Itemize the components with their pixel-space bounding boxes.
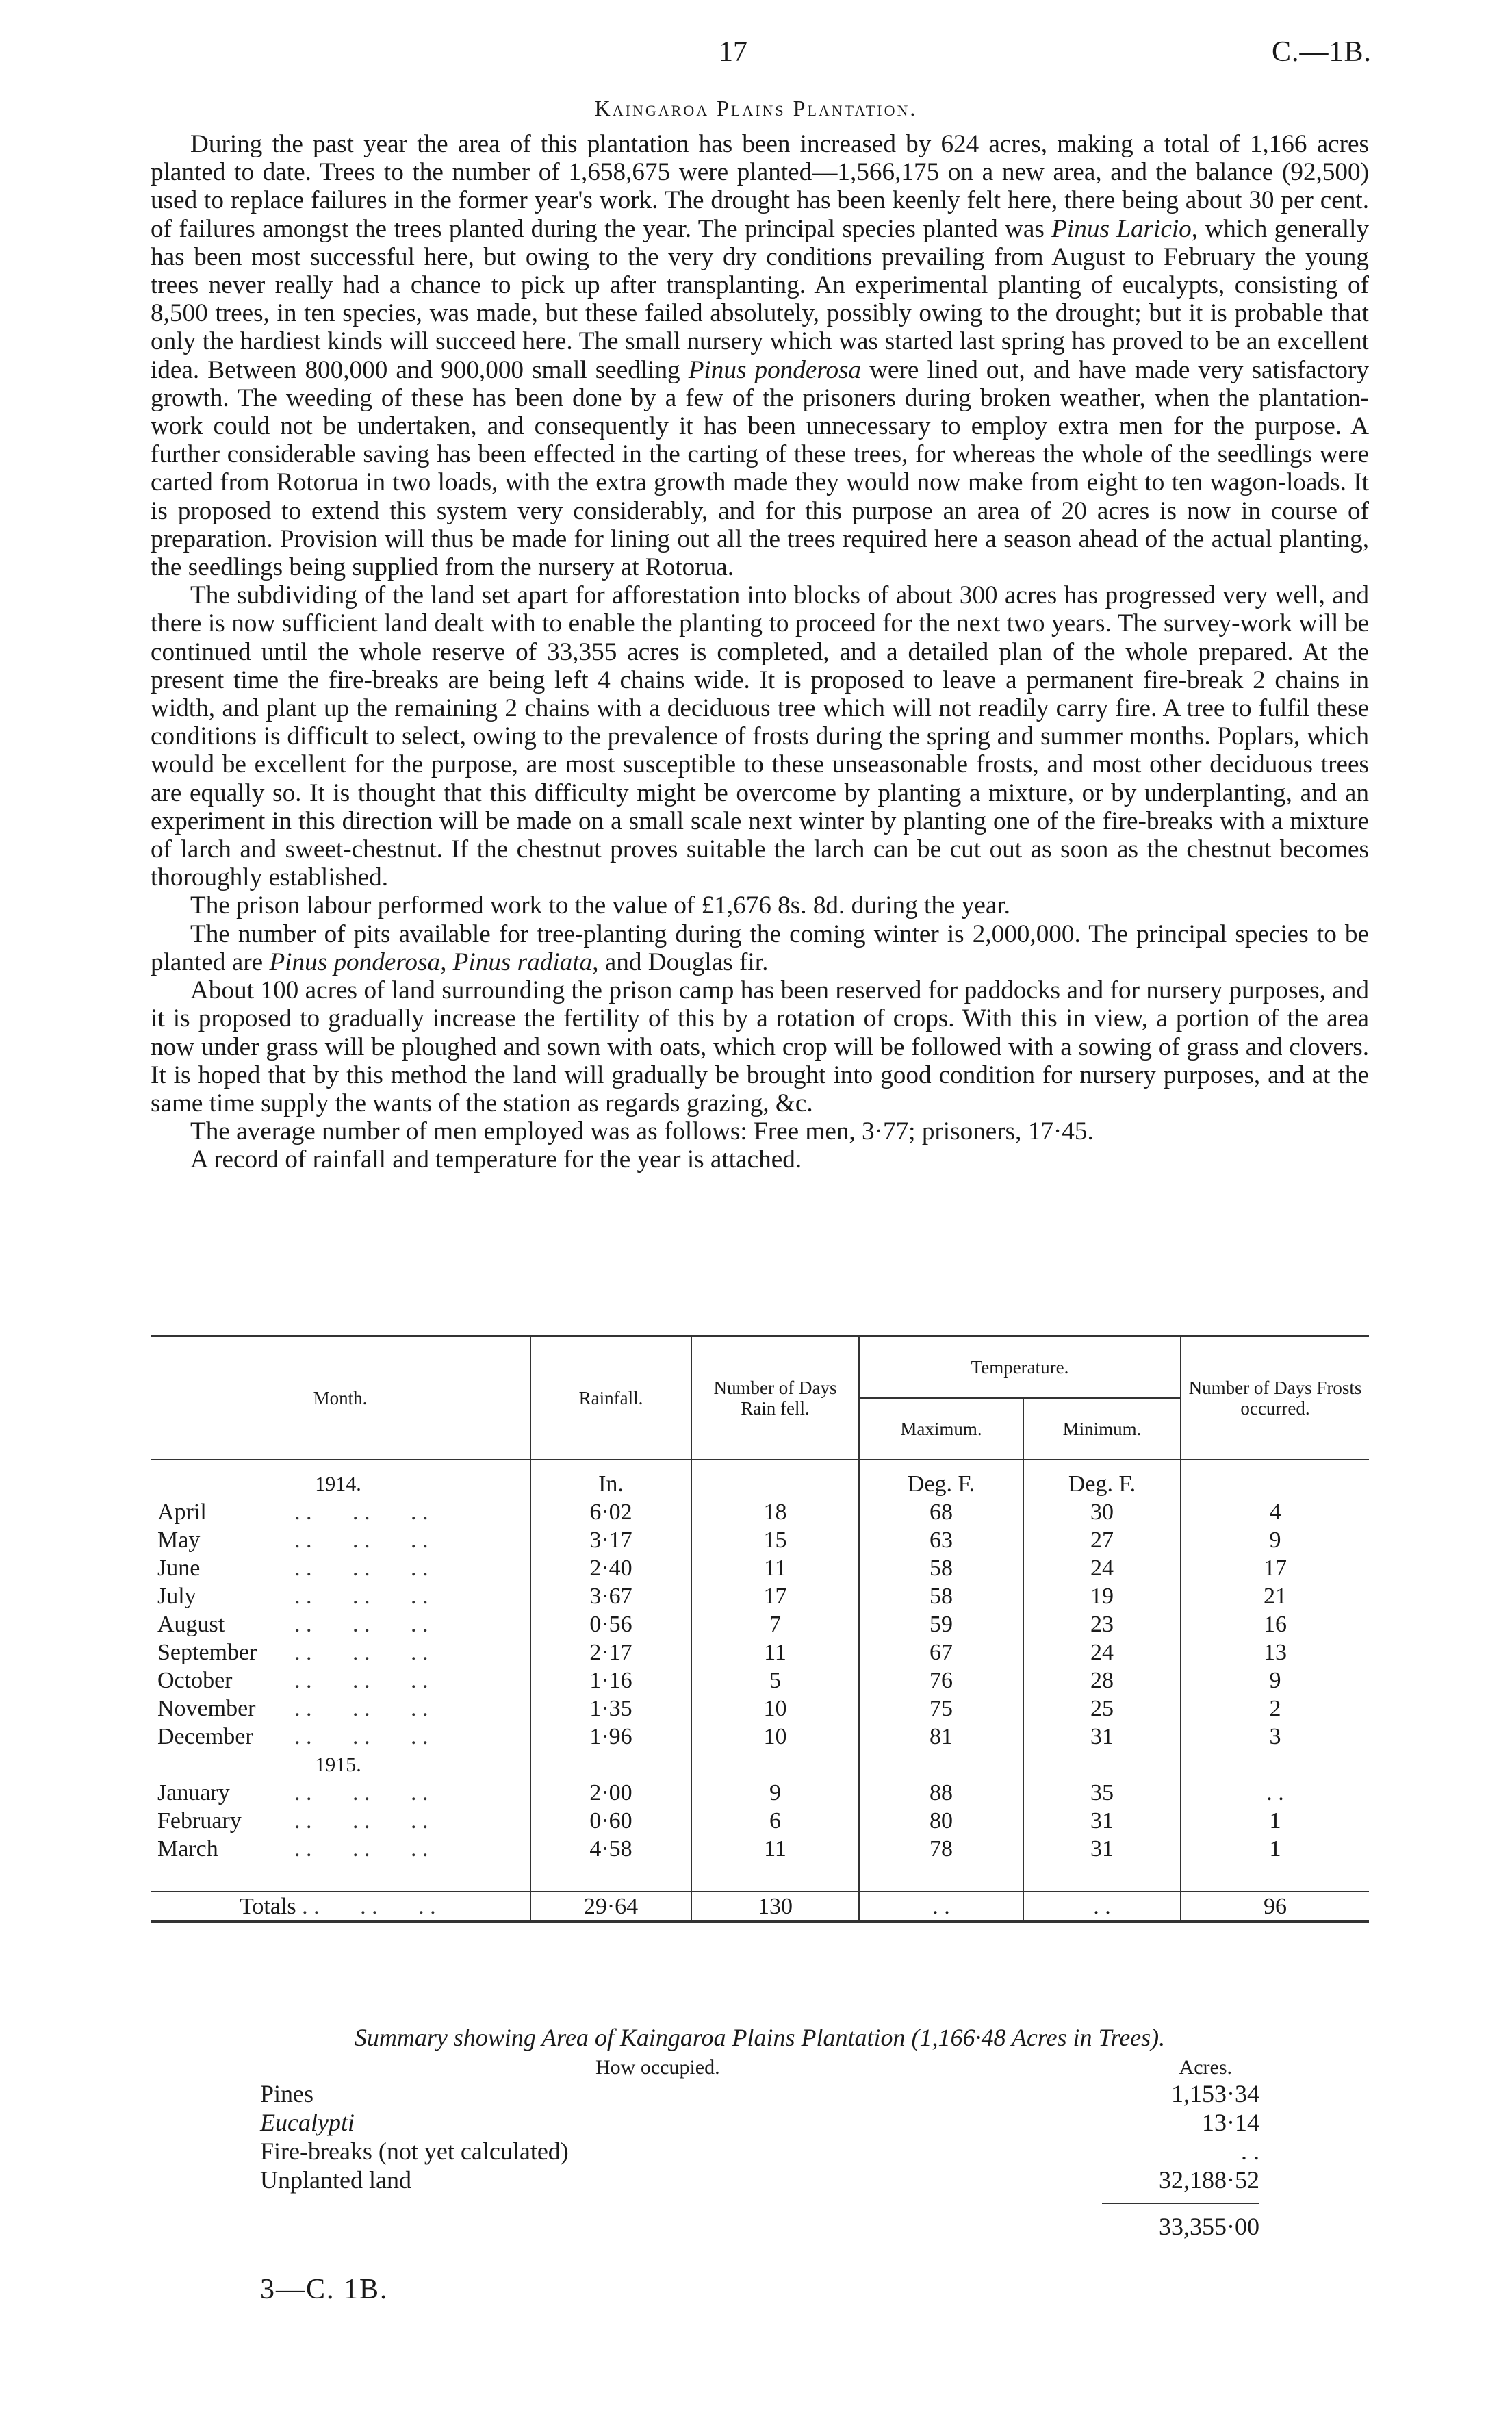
cell-max: 59: [859, 1610, 1023, 1638]
cell-min: 35: [1023, 1779, 1181, 1807]
paragraph-5: About 100 acres of land surrounding the prison camp has been reserved for paddocks and for nursery purposes, and it is proposed to gradually increase the fertility of this by a rotation of crops. With this in view, a portion of the area now under grass will be ploughed and sown with oats, which crop will be followed with a sowing of grass and clovers. It is hoped that by this method the land will gradually be brought into good condition for nursery purposes, and at the same time supply the wants of the station as regards grazing, &c.: [151, 976, 1369, 1117]
cell-frosts: 17: [1181, 1554, 1369, 1582]
cell-frosts: 9: [1181, 1526, 1369, 1554]
month-label: February: [157, 1808, 242, 1834]
cell-max: 58: [859, 1554, 1023, 1582]
month-label: June: [157, 1556, 201, 1581]
cell-rain: 1·16: [530, 1666, 691, 1695]
rainfall-temperature-table: [151, 1335, 1369, 1923]
header-days-rain: Number of Days Rain fell.: [691, 1336, 859, 1460]
total-max: . .: [859, 1892, 1023, 1922]
cell-max: 75: [859, 1695, 1023, 1723]
cell-frosts: 1: [1181, 1807, 1369, 1835]
table-row: [151, 1666, 1369, 1695]
paragraph-1: During the past year the area of this plantation has been increased by 624 acres, making a total of 1,166 acres planted to date. Trees to the number of 1,658,675 were planted—1,566,175 on a new area, and the balance (92,500) used to replace failures in the former year's work. The drought has been keenly felt here, there being about 30 per cent. of failures amongst the trees planted during the year. The principal species planted was Pinus Laricio, which generally has been most successful here, but owing to the very dry conditions prevailing from August to February the young trees never really had a chance to pick up after transplanting. An experimental planting of eucalypts, consisting of 8,500 trees, in ten species, was made, but these failed absolutely, possibly owing to the drought; but it is probable that only the hardiest kinds will succeed here. The small nursery which was started last spring has proved to be an excellent idea. Between 800,000 and 900,000 small seedling Pinus ponderosa were lined out, and have made very satisfactory growth. The weeding of these has been done by a few of the prisoners during broken weather, when the plantation-work could not be undertaken, and consequently it has been unnecessary to employ extra men for the purpose. A further considerable saving has been effected in the carting of these trees, for whereas the whole of the seedlings were carted from Rotorua in two loads, with the extra growth made they would now make from eight to ten wagon-loads. It is proposed to extend this system very considerably, and for this purpose an area of 20 acres is now in course of preparation. Provision will thus be made for lining out all the trees required here a season ahead of the actual planting, the seedlings being supplied from the nursery at Rotorua.: [151, 130, 1369, 582]
cell-min: 28: [1023, 1666, 1181, 1695]
total-frosts: 96: [1181, 1892, 1369, 1922]
cell-rain: 6·02: [530, 1498, 691, 1526]
cell-max: 80: [859, 1807, 1023, 1835]
leader-dots: . . . . . .: [294, 1640, 428, 1665]
cell-days: 15: [691, 1526, 859, 1554]
summary-row-label: Unplanted land: [260, 2166, 411, 2194]
table-row: [151, 1498, 1369, 1526]
leader-dots: . . . . . .: [294, 1836, 428, 1862]
year-1915: 1915.: [315, 1753, 361, 1776]
cell-days: 11: [691, 1638, 859, 1666]
cell-frosts: 2: [1181, 1695, 1369, 1723]
total-min: . .: [1023, 1892, 1181, 1922]
leader-dots: . . . . . .: [294, 1527, 428, 1553]
leader-dots: . . . . . .: [294, 1668, 428, 1693]
cell-days: 10: [691, 1695, 859, 1723]
cell-frosts: 16: [1181, 1610, 1369, 1638]
rows-1914: [151, 1498, 1369, 1751]
leader-dots: . . . . . .: [294, 1499, 428, 1525]
table-row: [151, 1610, 1369, 1638]
cell-min: 30: [1023, 1498, 1181, 1526]
year-1914: 1914.: [315, 1473, 361, 1495]
cell-frosts: 4: [1181, 1498, 1369, 1526]
cell-rain: 2·17: [530, 1638, 691, 1666]
paragraph-3: The prison labour performed work to the value of £1,676 8s. 8d. during the year.: [190, 891, 1010, 920]
month-label: October: [157, 1668, 233, 1693]
cell-rain: 1·96: [530, 1723, 691, 1751]
cell-days: 11: [691, 1835, 859, 1863]
cell-min: 31: [1023, 1807, 1181, 1835]
cell-days: 11: [691, 1554, 859, 1582]
paragraph-6: The average number of men employed was as follows: Free men, 3·77; prisoners, 17·45.: [190, 1117, 1094, 1146]
totals-row: [151, 1892, 1369, 1922]
cell-month: [151, 1554, 530, 1582]
cell-days: 9: [691, 1779, 859, 1807]
month-label: May: [157, 1527, 201, 1553]
summary-row: [260, 2137, 1259, 2166]
summary-row-label: Pines: [260, 2080, 314, 2107]
cell-min: 23: [1023, 1610, 1181, 1638]
cell-min: 19: [1023, 1582, 1181, 1610]
paragraph-7: A record of rainfall and temperature for the year is attached.: [190, 1145, 802, 1174]
unit-rainfall: In.: [530, 1460, 691, 1498]
unit-maximum: Deg. F.: [859, 1460, 1023, 1498]
cell-max: 58: [859, 1582, 1023, 1610]
summary-total: 33,355·00: [1159, 2213, 1259, 2240]
table-row: [151, 1526, 1369, 1554]
header-month: Month.: [151, 1336, 530, 1460]
summary-title: Summary showing Area of Kaingaroa Plains Plantation (1,166·48 Acres in Trees).: [354, 2024, 1166, 2051]
cell-rain: 0·60: [530, 1807, 691, 1835]
leader-dots: . . . . . .: [294, 1556, 428, 1581]
rows-1915: [151, 1779, 1369, 1863]
cell-frosts: 1: [1181, 1835, 1369, 1863]
cell-days: 6: [691, 1807, 859, 1835]
header-rainfall: Rainfall.: [530, 1336, 691, 1460]
cell-days: 10: [691, 1723, 859, 1751]
leader-dots: . . . . . .: [294, 1808, 428, 1834]
cell-rain: 1·35: [530, 1695, 691, 1723]
header-minimum: Minimum.: [1023, 1398, 1181, 1460]
header-frosts: Number of Days Frosts occurred.: [1181, 1336, 1369, 1460]
summary-row-value: 1,153·34: [1171, 2080, 1259, 2107]
summary-row-label: Fire-breaks (not yet calculated): [260, 2138, 569, 2165]
table-row: [151, 1638, 1369, 1666]
table-row: [151, 1695, 1369, 1723]
month-label: September: [157, 1640, 257, 1665]
cell-days: 7: [691, 1610, 859, 1638]
leader-dots: . . . . . .: [294, 1724, 428, 1749]
cell-rain: 3·17: [530, 1526, 691, 1554]
cell-days: 18: [691, 1498, 859, 1526]
month-label: March: [157, 1836, 218, 1862]
cell-frosts: 3: [1181, 1723, 1369, 1751]
month-label: December: [157, 1724, 253, 1749]
cell-rain: 2·40: [530, 1554, 691, 1582]
paragraph-4: The number of pits available for tree-planting during the coming winter is 2,000,000. The principal species to be planted are Pinus ponderosa, Pinus radiata, and Douglas fir.: [151, 919, 1369, 976]
summary-row-value: 13·14: [1202, 2109, 1259, 2136]
summary-row-value: 32,188·52: [1159, 2166, 1259, 2194]
paragraph-2: The subdividing of the land set apart for afforestation into blocks of about 300 acres has progressed very well, and there is now sufficient land dealt with to enable the planting to proceed for the next two years. The survey-work will be continued until the whole reserve of 33,355 acres is completed, and a detailed plan of the whole prepared. At the present time the fire-breaks are being left 4 chains wide. It is proposed to leave a permanent fire-break 2 chains in width, and plant up the remaining 2 chains with a deciduous tree which will not readily carry fire. A tree to fulfil these conditions is difficult to select, owing to the prevalence of frosts during the spring and summer months. Poplars, which would be excellent for the purpose, are most susceptible to these unseasonable frosts, and most other deciduous trees are equally so. It is thought that this difficulty might be overcome by planting a mixture, or by underplanting, and an experiment in this direction will be made on a small scale next winter by planting one of the fire-breaks with a mixture of larch and sweet-chestnut. If the chestnut proves suitable the larch can be cut out as soon as the chestnut becomes thoroughly established.: [151, 581, 1369, 892]
leader-dots: . . . . . .: [294, 1584, 428, 1609]
section-title: Kaingaroa Plains Plantation.: [594, 96, 918, 120]
cell-month: [151, 1779, 530, 1807]
cell-min: 25: [1023, 1695, 1181, 1723]
cell-rain: 2·00: [530, 1779, 691, 1807]
totals-label: Totals: [240, 1894, 296, 1919]
cell-rain: 0·56: [530, 1610, 691, 1638]
month-label: January: [157, 1780, 230, 1805]
cell-rain: 3·67: [530, 1582, 691, 1610]
unit-minimum: Deg. F.: [1023, 1460, 1181, 1498]
cell-min: 24: [1023, 1638, 1181, 1666]
cell-max: 88: [859, 1779, 1023, 1807]
summary-total-row: [260, 2212, 1259, 2241]
cell-month: [151, 1807, 530, 1835]
page-footer: 3—C. 1B.: [260, 2274, 389, 2305]
summary-row: [260, 2079, 1259, 2108]
cell-month: [151, 1582, 530, 1610]
cell-max: 68: [859, 1498, 1023, 1526]
totals-dots: . . . . . .: [302, 1894, 436, 1919]
cell-max: 76: [859, 1666, 1023, 1695]
cell-month: [151, 1638, 530, 1666]
cell-month: [151, 1526, 530, 1554]
table-row: [151, 1582, 1369, 1610]
cell-frosts: 13: [1181, 1638, 1369, 1666]
leader-dots: . . . . . .: [294, 1780, 428, 1805]
summary-section: [260, 2023, 1259, 2241]
page-number: 17: [719, 36, 747, 68]
cell-frosts: . .: [1181, 1779, 1369, 1807]
cell-month: [151, 1695, 530, 1723]
cell-min: 31: [1023, 1835, 1181, 1863]
table-row: [151, 1779, 1369, 1807]
summary-rows: [260, 2079, 1259, 2194]
table-body: [151, 1460, 1369, 1498]
cell-rain: 4·58: [530, 1835, 691, 1863]
cell-min: 31: [1023, 1723, 1181, 1751]
header-temperature: Temperature.: [859, 1336, 1181, 1399]
summary-row: [260, 2108, 1259, 2137]
cell-max: 67: [859, 1638, 1023, 1666]
summary-row-label: Eucalypti: [260, 2109, 355, 2136]
total-rainfall: 29·64: [530, 1892, 691, 1922]
table-row: [151, 1835, 1369, 1863]
cell-max: 78: [859, 1835, 1023, 1863]
table-row: [151, 1723, 1369, 1751]
cell-month: [151, 1498, 530, 1526]
month-label: November: [157, 1696, 256, 1721]
document-reference: C.—1B.: [1271, 36, 1372, 68]
summary-subheaders: [260, 2056, 1259, 2079]
cell-month: [151, 1723, 530, 1751]
cell-month: [151, 1666, 530, 1695]
summary-rule: [1102, 2203, 1259, 2204]
table-row: [151, 1554, 1369, 1582]
cell-min: 24: [1023, 1554, 1181, 1582]
cell-frosts: 21: [1181, 1582, 1369, 1610]
acres-label: Acres.: [1179, 2056, 1232, 2079]
table-row: [151, 1807, 1369, 1835]
month-label: August: [157, 1612, 225, 1637]
leader-dots: . . . . . .: [294, 1696, 428, 1721]
cell-max: 63: [859, 1526, 1023, 1554]
cell-days: 17: [691, 1582, 859, 1610]
cell-days: 5: [691, 1666, 859, 1695]
body-text: [151, 130, 1369, 1174]
header-maximum: Maximum.: [859, 1398, 1023, 1460]
month-label: July: [157, 1584, 196, 1609]
cell-month: [151, 1610, 530, 1638]
cell-min: 27: [1023, 1526, 1181, 1554]
month-label: April: [157, 1499, 207, 1525]
cell-frosts: 9: [1181, 1666, 1369, 1695]
cell-max: 81: [859, 1723, 1023, 1751]
summary-row-value: . .: [1241, 2138, 1259, 2165]
how-occupied-label: How occupied.: [595, 2056, 720, 2079]
summary-row: [260, 2166, 1259, 2194]
cell-month: [151, 1835, 530, 1863]
leader-dots: . . . . . .: [294, 1612, 428, 1637]
total-days: 130: [691, 1892, 859, 1922]
